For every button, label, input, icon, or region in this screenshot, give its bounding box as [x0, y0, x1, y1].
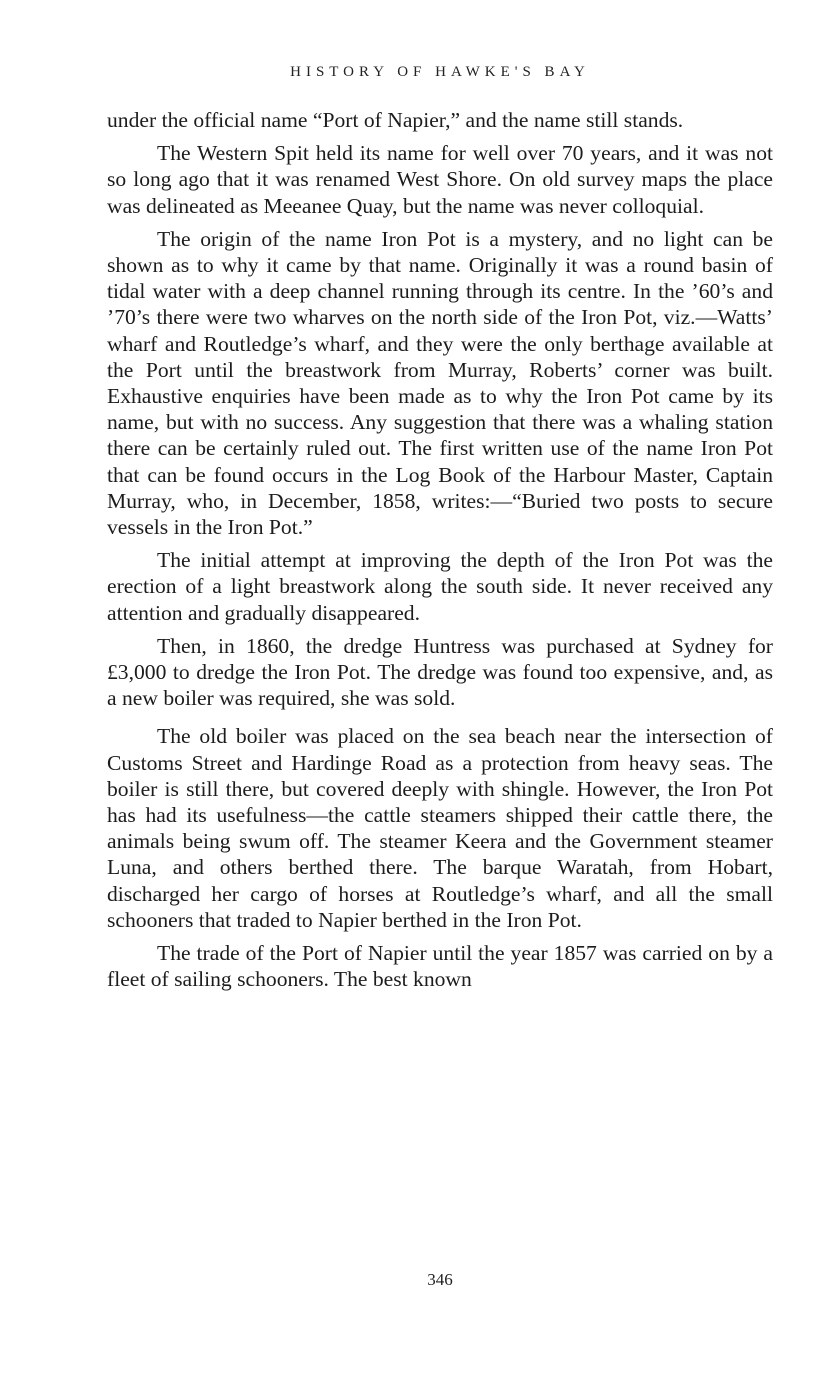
paragraph-6: The old boiler was placed on the sea beach near the intersection of Customs Street and Hardinge Road as a protection from heavy seas. The boiler is still there, but covered deeply with shingle. However, the Iron Pot has had its usefulness—the cattle steamers shipped their cattle there, the animals being swum off. The steamer Keera and the Government steamer Luna, and others berthed there. The barque Waratah, from Hobart, discharged her cargo of horses at Routledge’s wharf, and all the small schooners that traded to Napier berthed in the Iron Pot. — [107, 724, 773, 932]
book-page — [107, 0, 773, 1400]
paragraph-5: Then, in 1860, the dredge Huntress was purchased at Sydney for £3,000 to dredge the Iron Pot. The dredge was found too expensive, and, as a new boiler was required, she was sold. — [107, 633, 773, 711]
paragraph-4: The initial attempt at improving the depth of the Iron Pot was the erection of a light breastwork along the south side. It never received any attention and gradually disappeared. — [107, 548, 773, 625]
paragraph-2: The Western Spit held its name for well over 70 years, and it was not so long ago that it was renamed West Shore. On old survey maps the place was delineated as Meeanee Quay, but the name was never colloquial. — [107, 141, 773, 218]
running-head: HISTORY OF HAWKE'S BAY — [290, 64, 590, 80]
paragraph-7: The trade of the Port of Napier until the year 1857 was carried on by a fleet of sailing schooners. The best known — [107, 941, 773, 992]
page-number: 346 — [427, 1270, 453, 1289]
paragraph-1: under the official name “Port of Napier,” and the name still stands. — [107, 108, 684, 132]
body-text — [107, 107, 773, 1000]
paragraph-3: The origin of the name Iron Pot is a mystery, and no light can be shown as to why it came by that name. Originally it was a round basin of tidal water with a deep channel running through its centre. In the ’60’s and ’70’s there were two wharves on the north side of the Iron Pot, viz.—Watts’ wharf and Routledge’s wharf, and they were the only berthage available at the Port until the breastwork from Murray, Roberts’ corner was built. Exhaustive enquiries have been made as to why the Iron Pot came by its name, but with no success. Any suggestion that there was a whaling station there can be certainly ruled out. The first written use of the name Iron Pot that can be found occurs in the Log Book of the Harbour Master, Captain Murray, who, in December, 1858, writes:—“Buried two posts to secure vessels in the Iron Pot.” — [107, 226, 773, 540]
